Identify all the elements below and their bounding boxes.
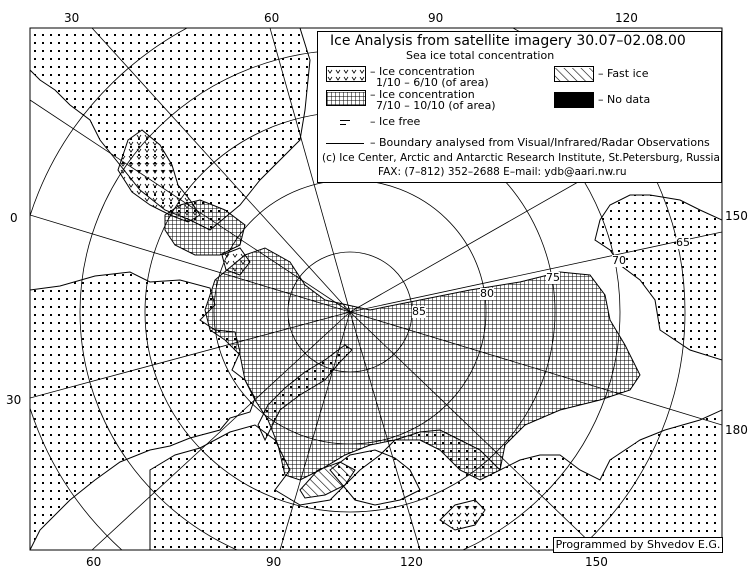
- lon-label-left-30: 30: [6, 393, 22, 407]
- legend-high-line1: – Ice concentration: [370, 88, 475, 101]
- legend-swatch-low-concentration: [326, 66, 366, 82]
- legend-boundary-line: [326, 143, 364, 144]
- lon-label-top-60: 60: [264, 11, 280, 25]
- legend-swatch-high-concentration: [326, 90, 366, 106]
- legend-subtitle: Sea ice total concentration: [406, 49, 555, 62]
- lon-label-right-150: 150: [725, 209, 748, 223]
- legend-boundary: – Boundary analysed from Visual/Infrared/Radar Observations: [370, 136, 710, 149]
- lat-label-80: 80: [480, 287, 494, 300]
- lon-label-left-0: 0: [10, 211, 18, 225]
- legend-swatch-low-pattern: [327, 68, 365, 82]
- lat-label-85: 85: [412, 305, 426, 318]
- legend-contact: FAX: (7–812) 352–2688 E–mail: ydb@aari.nw.ru: [378, 166, 627, 178]
- legend-swatch-no-data: [554, 92, 594, 108]
- lon-label-bottom-60: 60: [86, 555, 102, 569]
- legend-no-data: – No data: [598, 93, 651, 106]
- legend-low-line2: 1/10 – 6/10 (of area): [376, 76, 489, 89]
- legend-fast-ice: – Fast ice: [598, 67, 649, 80]
- legend-swatch-fast-pattern: [555, 68, 593, 82]
- legend-swatch-fast-ice: [554, 66, 594, 82]
- legend-high-line2: 7/10 – 10/10 (of area): [376, 99, 496, 112]
- lat-label-65: 65: [676, 236, 690, 249]
- lon-label-top-90: 90: [428, 11, 444, 25]
- legend-ice-free-mark-b: [340, 124, 346, 125]
- lat-label-75: 75: [546, 271, 560, 284]
- lon-label-bottom-90: 90: [266, 555, 282, 569]
- legend-ice-free-mark-a: [340, 120, 350, 121]
- legend-low-line1: – Ice concentration: [370, 65, 475, 78]
- legend-institution: (c) Ice Center, Arctic and Antarctic Research Institute, St.Petersburg, Russia: [322, 152, 720, 164]
- lon-label-top-30: 30: [64, 11, 80, 25]
- credit-label: Programmed by Shvedov E.G.: [553, 537, 723, 553]
- legend-swatch-high-pattern: [327, 92, 365, 106]
- lon-label-bottom-120: 120: [400, 555, 423, 569]
- lon-label-top-120: 120: [615, 11, 638, 25]
- lon-label-bottom-150: 150: [585, 555, 608, 569]
- lon-label-right-180: 180: [725, 423, 748, 437]
- legend-title: Ice Analysis from satellite imagery 30.07–02.08.00: [330, 33, 686, 49]
- map-legend: [317, 31, 722, 183]
- legend-ice-free: – Ice free: [370, 115, 421, 128]
- lat-label-70: 70: [612, 254, 626, 267]
